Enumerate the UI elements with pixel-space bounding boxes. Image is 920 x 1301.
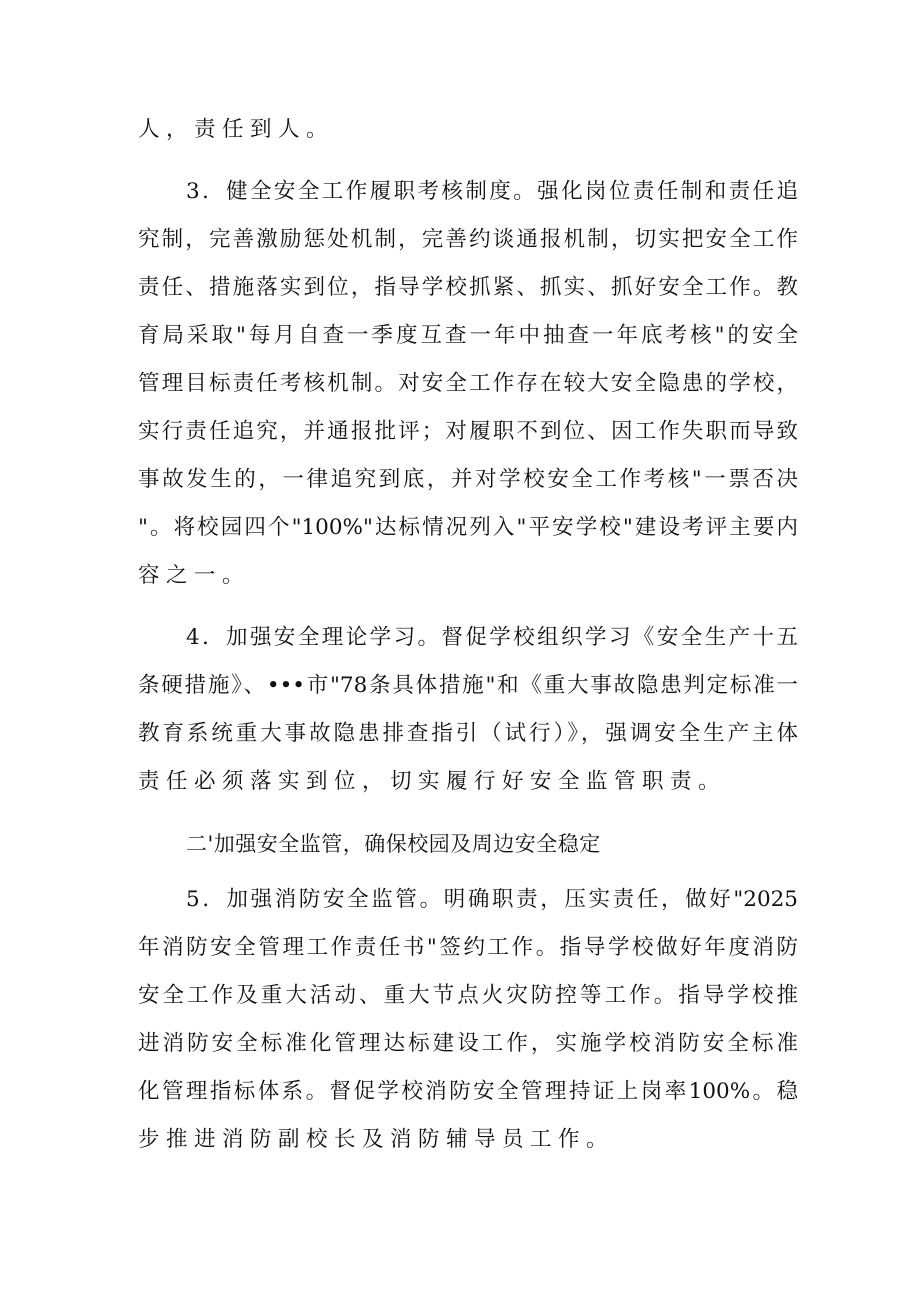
text-line: 实行责任追究，并通报批评；对履职不到位、因工作失职而导致 [138,419,798,444]
text-line: 进消防安全标准化管理达标建设工作，实施学校消防安全标准 [138,1031,798,1056]
text-line: 条硬措施》、•••市"78条具体措施"和《重大事故隐患判定标准一 [138,673,798,698]
text-line: 容之一。 [138,563,251,588]
text-line: 步推进消防副校长及消防辅导员工作。 [138,1127,615,1152]
paragraph-4-first-line: 4．加强安全理论学习。督促学校组织学习《安全生产十五 [186,625,798,650]
text-line: "。将校园四个"100%"达标情况列入"平安学校"建设考评主要内 [138,515,798,540]
section-heading: 二'加强安全监管，确保校园及周边安全稳定 [186,832,601,856]
text-line: 责任、措施落实到位，指导学校抓紧、抓实、抓好安全工作。教 [138,275,798,300]
text-line: 安全工作及重大活动、重大节点火灾防控等工作。指导学校推 [138,983,798,1008]
text-line: 教育系统重大事故隐患排查指引（试行）》，强调安全生产主体 [138,721,798,746]
text-line: 年消防安全管理工作责任书"签约工作。指导学校做好年度消防 [138,935,798,960]
text-line: 责任必须落实到位，切实履行好安全监管职责。 [138,769,727,794]
paragraph-5-first-line: 5．加强消防安全监管。明确职责，压实责任，做好"2025 [186,887,798,912]
text-line: 管理目标责任考核机制。对安全工作存在较大安全隐患的学校， [138,371,798,396]
text-line: 化管理指标体系。督促学校消防安全管理持证上岗率100%。稳 [138,1079,798,1104]
text-line: 究制，完善激励惩处机制，完善约谈通报机制，切实把安全工作 [138,227,798,252]
text-line: 育局采取"每月自查一季度互查一年中抽查一年底考核"的安全 [138,323,798,348]
text-line: 人，责任到人。 [138,117,335,142]
paragraph-3-first-line: 3．健全安全工作履职考核制度。强化岗位责任制和责任追 [186,179,798,204]
text-line: 事故发生的，一律追究到底，并对学校安全工作考核"一票否决 [138,467,798,492]
